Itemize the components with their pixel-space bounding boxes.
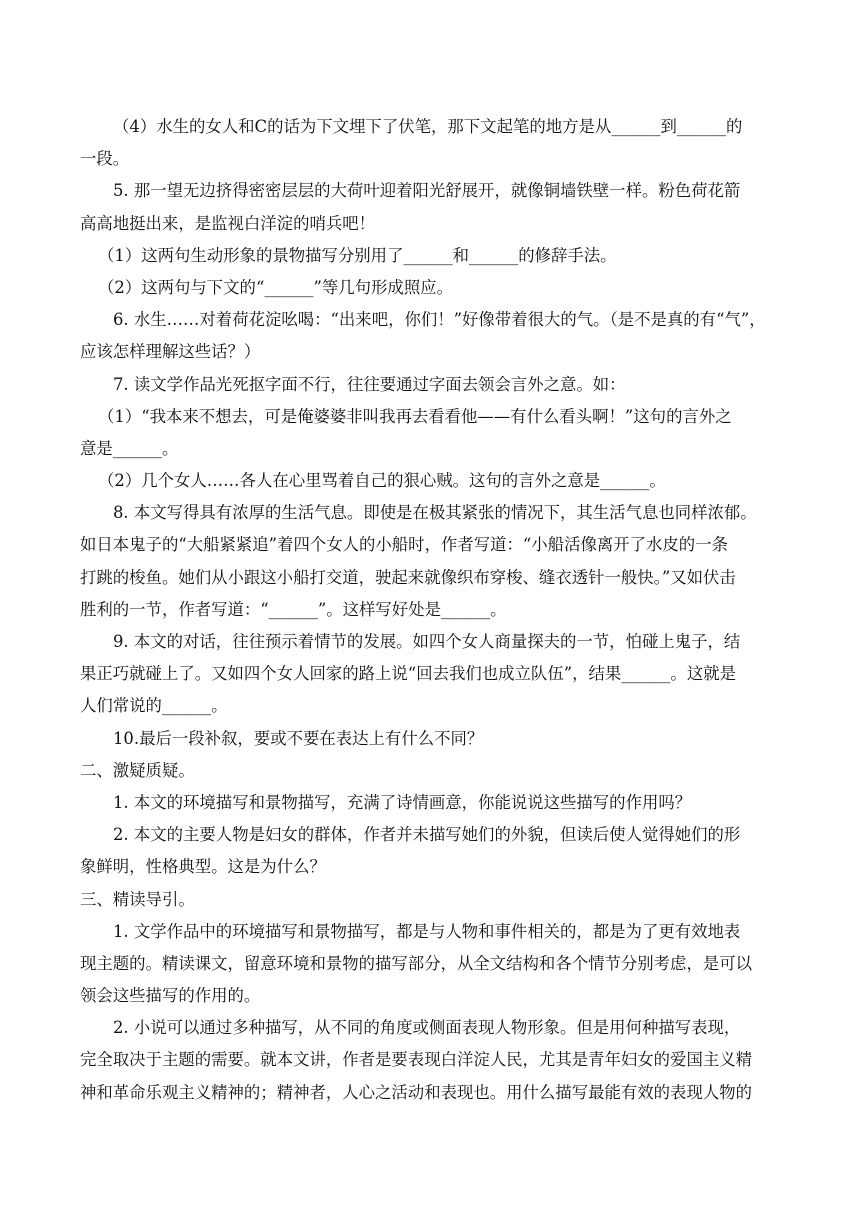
text-line: 神和革命乐观主义精神的；精神者，人心之活动和表现也。用什么描写最能有效的表现人物的 xyxy=(80,1082,753,1102)
text-line: 意是______。 xyxy=(80,438,179,458)
text-line: 9. 本文的对话，往往预示着情节的发展。如四个女人商量探夫的一节，怕碰上鬼子，结 xyxy=(113,632,741,651)
text-line: 一段。 xyxy=(80,149,130,169)
text-line: 领会这些描写的作用的。 xyxy=(80,986,261,1006)
text-line: 胜利的一节，作者写道：“______”。这样写好处是______。 xyxy=(80,599,507,619)
section-heading: 二、激疑质疑。 xyxy=(80,760,195,780)
text-line: （2）几个女人……各人在心里骂着自己的狠心贼。这句的言外之意是______。 xyxy=(98,471,666,491)
text-line: 完全取决于主题的需要。就本文讲，作者是要表现白洋淀人民，尤其是青年妇女的爱国主义精 xyxy=(80,1050,753,1070)
text-line: 10.最后一段补叙，要或不要在表达上有什么不同？ xyxy=(113,728,484,748)
document-page xyxy=(80,111,784,1109)
text-line: 人们常说的______。 xyxy=(80,696,228,716)
text-line: 高高地挺出来，是监视白洋淀的哨兵吧！ xyxy=(80,213,376,233)
text-line: 8. 本文写得具有浓厚的生活气息。即使是在极其紧张的情况下，其生活气息也同样浓郁。 xyxy=(113,503,757,523)
text-line: 6. 水生……对着荷花淀吆喝：“出来吧，你们！”好像带着很大的气。（是不是真的有“气”， xyxy=(113,310,766,330)
text-line: 果正巧就碰上了。又如四个女人回家的路上说“回去我们也成立队伍”，结果______。这就是 xyxy=(80,664,736,684)
text-line: 2. 本文的主要人物是妇女的群体，作者并未描写她们的外貌，但读后使人觉得她们的形 xyxy=(113,825,741,845)
text-line: （1）“我本来不想去，可是俺婆婆非叫我再去看看他——有什么看头啊！”这句的言外之 xyxy=(98,406,732,426)
text-line: 7. 读文学作品光死抠字面不行，往往要通过字面去领会言外之意。如： xyxy=(113,374,626,394)
text-line: 如日本鬼子的“大船紧紧追”着四个女人的小船时，作者写道：“小船活像离开了水皮的一条 xyxy=(80,535,728,555)
text-line: 打跳的梭鱼。她们从小跟这小船打交道，驶起来就像织布穿梭、缝衣透针一般快。”又如伏击 xyxy=(80,567,736,587)
text-line: （1）这两句生动形象的景物描写分别用了______和______的修辞手法。 xyxy=(98,245,617,265)
text-line: 1. 本文的环境描写和景物描写，充满了诗情画意，你能说说这些描写的作用吗？ xyxy=(113,792,692,812)
text-line: 象鲜明，性格典型。这是为什么？ xyxy=(80,857,326,877)
text-line: 2. 小说可以通过多种描写，从不同的角度或侧面表现人物形象。但是用何种描写表现， xyxy=(113,1018,741,1038)
text-line: 1. 文学作品中的环境描写和景物描写，都是与人物和事件相关的，都是为了更有效地表 xyxy=(113,921,741,941)
text-line: 5. 那一望无边挤得密密层层的大荷叶迎着阳光舒展开，就像铜墙铁壁一样。粉色荷花箭 xyxy=(113,181,741,201)
text-line: （2）这两句与下文的“______”等几句形成照应。 xyxy=(98,277,453,297)
text-line: 应该怎样理解这些话？） xyxy=(80,342,261,362)
text-line: 现主题的。精读课文，留意环境和景物的描写部分，从全文结构和各个情节分别考虑，是可以 xyxy=(80,953,753,973)
section-heading: 三、精读导引。 xyxy=(80,889,195,909)
text-line: （4）水生的女人和C的话为下文埋下了伏笔，那下文起笔的地方是从______到______的 xyxy=(113,117,743,136)
